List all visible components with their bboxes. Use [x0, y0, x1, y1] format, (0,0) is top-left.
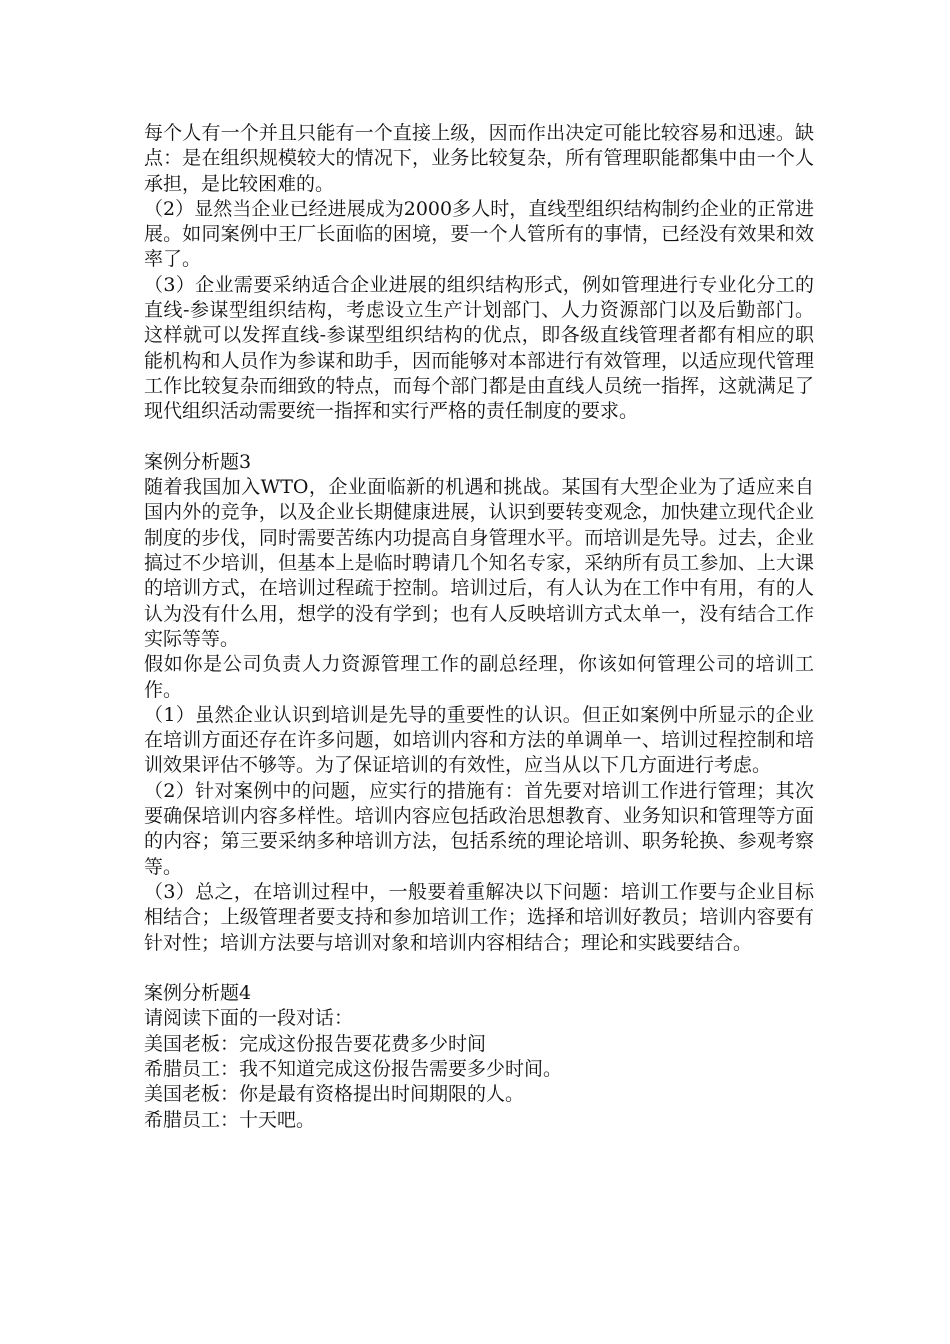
paragraph: （2）显然当企业已经进展成为2000多人时，直线型组织结构制约企业的正常进展。如同案例中王厂长面临的困境，要一个人管所有的事情，已经没有效果和效率了。: [144, 197, 814, 271]
paragraph: 每个人有一个并且只能有一个直接上级，因而作出决定可能比较容易和迅速。缺点：是在组织规模较大的情况下，业务比较复杂，所有管理职能都集中由一个人承担，是比较困难的。: [144, 122, 814, 195]
document-page: [144, 121, 814, 1133]
dialogue-line: 美国老板：完成这份报告要花费多少时间: [144, 1032, 487, 1055]
paragraph: 随着我国加入WTO，企业面临新的机遇和挑战。某国有大型企业为了适应来自国内外的竞争，以及企业长期健康进展，认识到要转变观念，加快建立现代企业制度的步伐，同时需要苦练内功提高自身管理水平。而培训是先导。过去，企业搞过不少培训，但基本上是临时聘请几个知名专家，采纳所有员工参加、上大课的培训方式，在培训过程疏于控制。培训过后，有人认为在工作中有用，有的人认为没有什么用，想学的没有学到；也有人反映培训方式太单一，没有结合工作实际等等。: [144, 476, 814, 650]
dialogue-line: 希腊员工：十天吧。: [144, 1108, 316, 1131]
paragraph: （3）总之，在培训过程中，一般要着重解决以下问题：培训工作要与企业目标相结合；上级管理者要支持和参加培训工作；选择和培训好教员；培训内容要有针对性；培训方法要与培训对象和培训内容相结合；理论和实践要结合。: [144, 880, 814, 954]
dialogue-line: 希腊员工：我不知道完成这份报告需要多少时间。: [144, 1057, 563, 1080]
section-heading: 案例分析题4: [144, 982, 252, 1005]
paragraph: 假如你是公司负责人力资源管理工作的副总经理，你该如何管理公司的培训工作。: [144, 653, 814, 701]
section-heading: 案例分析题3: [144, 450, 252, 473]
paragraph: （1）虽然企业认识到培训是先导的重要性的认识。但正如案例中所显示的企业在培训方面还存在许多问题，如培训内容和方法的单调单一、培训过程控制和培训效果评估不够等。为了保证培训的有效性，应当从以下几方面进行考虑。: [144, 703, 814, 777]
blank-line: [144, 956, 814, 981]
paragraph: （3）企业需要采纳适合企业进展的组织结构形式，例如管理进行专业化分工的直线-参谋型组织结构，考虑设立生产计划部门、人力资源部门以及后勤部门。这样就可以发挥直线-参谋型组织结构的优点，即各级直线管理者都有相应的职能机构和人员作为参谋和助手，因而能够对本部进行有效管理，以适应现代管理工作比较复杂而细致的特点，而每个部门都是由直线人员统一指挥，这就满足了现代组织活动需要统一指挥和实行严格的责任制度的要求。: [144, 273, 814, 423]
blank-line: [144, 425, 814, 450]
paragraph: 请阅读下面的一段对话：: [144, 1007, 354, 1030]
dialogue-line: 美国老板：你是最有资格提出时间期限的人。: [144, 1083, 525, 1106]
paragraph: （2）针对案例中的问题，应实行的措施有：首先要对培训工作进行管理；其次要确保培训内容多样性。培训内容应包括政治思想教育、业务知识和管理等方面的内容；第三要采纳多种培训方法，包括系统的理论培训、职务轮换、参观考察等。: [144, 779, 814, 878]
